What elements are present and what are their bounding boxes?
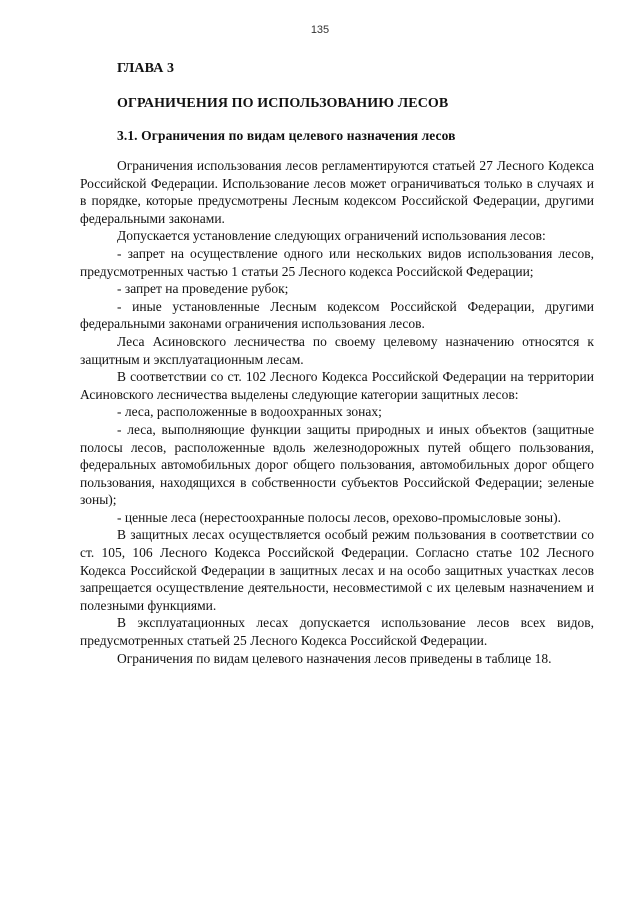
list-item: - ценные леса (нерестоохранные полосы лесов, орехово-промысловые зоны). [117,509,561,525]
paragraph: Ограничения по видам целевого назначения лесов приведены в таблице 18. [117,650,552,666]
list-item: - иные установленные Лесным кодексом Российской Федерации, другими федеральными законами ограничения использования лесов. [80,298,594,332]
chapter-title: ОГРАНИЧЕНИЯ ПО ИСПОЛЬЗОВАНИЮ ЛЕСОВ [117,96,449,111]
list-item: - леса, выполняющие функции защиты природных и иных объектов (защитные полосы лесов, расположенные вдоль железнодорожных путей общего пользования, федеральных автомобильных дорог общего пользования, автомобильных дорог общего пользования, находящихся в собственности субъектов Российской Федерации; зеленые зоны); [80,421,594,508]
body-text [80,157,594,667]
page-number: 135 [310,24,330,36]
paragraph: Ограничения использования лесов регламентируются статьей 27 Лесного Кодекса Российской Федерации. Использование лесов может ограничиваться только в случаях и в порядке, которые предусмотрены Лесным кодексом Российской Федерации, другими федеральными законами. [80,158,594,226]
paragraph: В эксплуатационных лесах допускается использование лесов всех видов, предусмотренных статьей 25 Лесного Кодекса Российской Федерации. [80,615,594,649]
paragraph: Допускается установление следующих ограничений использования лесов: [117,228,546,244]
list-item: - запрет на проведение рубок; [117,281,289,297]
list-item: - запрет на осуществление одного или нескольких видов использования лесов, предусмотренных частью 1 статьи 25 Лесного кодекса Российской Федерации; [80,245,594,279]
paragraph: Леса Асиновского лесничества по своему целевому назначению относятся к защитным и эксплуатационным лесам. [80,333,594,367]
section-title: 3.1. Ограничения по видам целевого назначения лесов [117,128,456,143]
chapter-heading: ГЛАВА 3 [117,61,175,76]
paragraph: В соответствии со ст. 102 Лесного Кодекса Российской Федерации на территории Асиновского лесничества выделены следующие категории защитных лесов: [80,369,594,402]
paragraph: В защитных лесах осуществляется особый режим пользования в соответствии со ст. 105, 106 Лесного Кодекса Российской Федерации. Согласно статье 102 Лесного Кодекса Российской Федерации в защитных лесах и на особо защитных участках лесов запрещается осуществление деятельности, несовместимой с их целевым назначением и полезными функциями. [80,527,594,613]
list-item: - леса, расположенные в водоохранных зонах; [117,404,382,420]
